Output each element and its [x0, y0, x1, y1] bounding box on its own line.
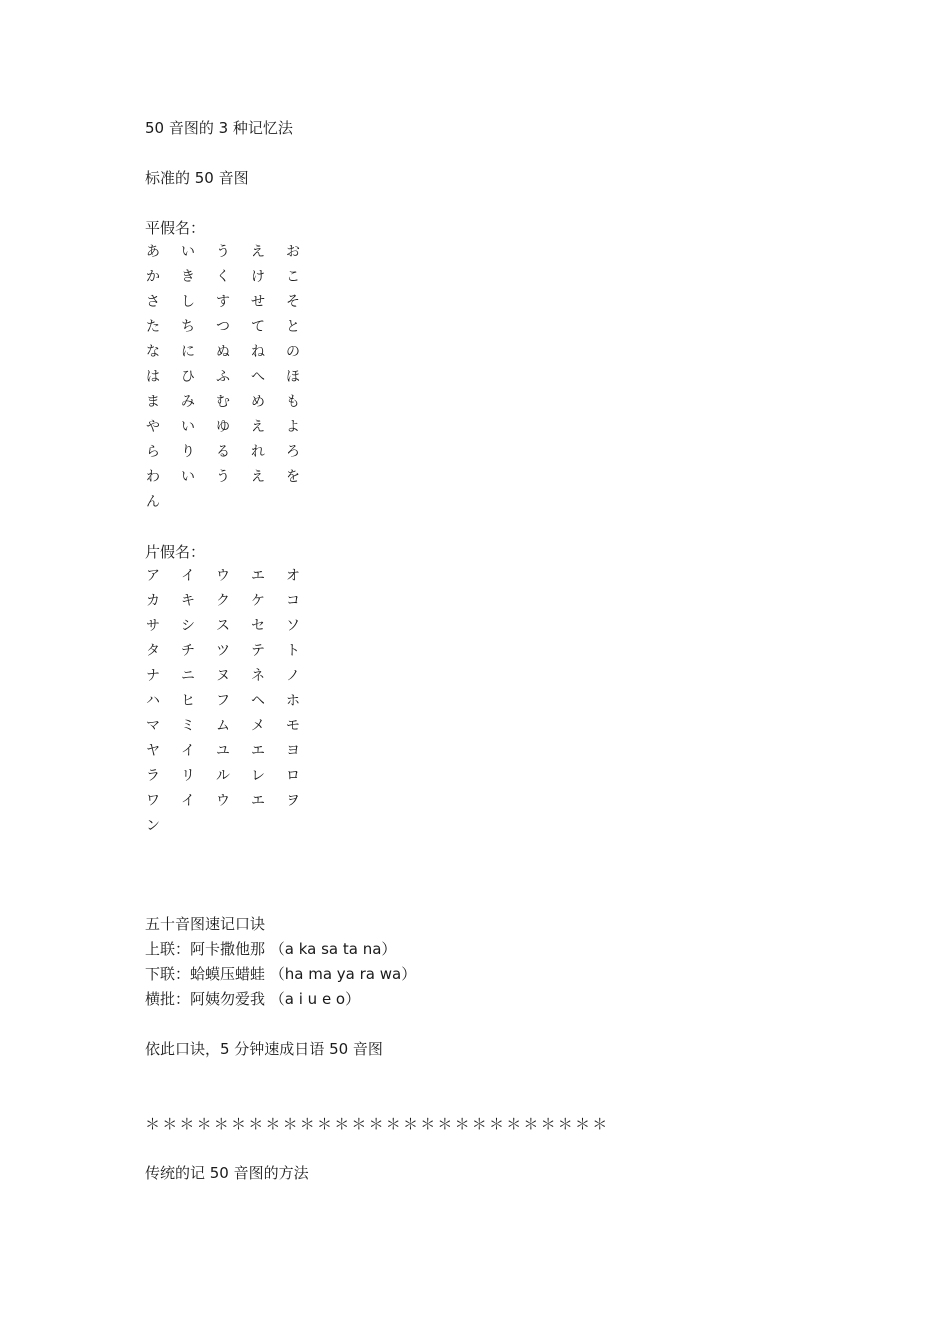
katakana-row	[145, 716, 320, 741]
hiragana-cell: か	[146, 269, 160, 285]
hiragana-cell: み	[181, 394, 195, 410]
hiragana-cell: を	[286, 469, 300, 485]
katakana-cell: ハ	[146, 693, 160, 709]
section-heading-standard: 标准的 50 音图	[145, 169, 249, 187]
katakana-cell: ヤ	[146, 743, 160, 759]
katakana-cell: ヲ	[286, 793, 300, 809]
katakana-cell: ユ	[216, 743, 230, 759]
hiragana-cell: ぬ	[216, 344, 230, 360]
katakana-row	[145, 591, 320, 616]
katakana-cell: コ	[286, 593, 300, 609]
hiragana-cell: は	[146, 369, 160, 385]
katakana-cell: ラ	[146, 768, 160, 784]
hiragana-table	[145, 242, 320, 517]
hiragana-cell: し	[181, 294, 195, 310]
katakana-cell: ネ	[251, 668, 265, 684]
hiragana-cell: ゆ	[216, 419, 230, 435]
hiragana-cell: む	[216, 394, 230, 410]
katakana-cell: ヒ	[181, 693, 195, 709]
hiragana-cell: い	[181, 244, 195, 260]
couplet-upper: 上联：阿卡撒他那 （a ka sa ta na）	[145, 940, 397, 958]
hiragana-row	[145, 367, 320, 392]
katakana-cell: オ	[286, 568, 300, 584]
hiragana-cell: ひ	[181, 369, 195, 385]
katakana-cell: セ	[251, 618, 265, 634]
katakana-row	[145, 691, 320, 716]
hiragana-row	[145, 242, 320, 267]
hiragana-label: 平假名：	[145, 219, 206, 237]
hiragana-cell: ふ	[216, 369, 230, 385]
katakana-cell: マ	[146, 718, 160, 734]
katakana-row	[145, 816, 320, 841]
katakana-label: 片假名：	[145, 543, 206, 561]
hiragana-cell: と	[286, 319, 300, 335]
hiragana-cell: め	[251, 394, 265, 410]
katakana-row	[145, 791, 320, 816]
katakana-cell: カ	[146, 593, 160, 609]
hiragana-cell: ち	[181, 319, 195, 335]
katakana-cell: ミ	[181, 718, 195, 734]
hiragana-cell: に	[181, 344, 195, 360]
katakana-row	[145, 616, 320, 641]
couplet-lower: 下联：蛤蟆压蜡蛙 （ha ma ya ra wa）	[145, 965, 417, 983]
hiragana-row	[145, 467, 320, 492]
katakana-row	[145, 666, 320, 691]
hiragana-cell: く	[216, 269, 230, 285]
hiragana-cell: ね	[251, 344, 265, 360]
katakana-cell: ル	[216, 768, 230, 784]
hiragana-cell: て	[251, 319, 265, 335]
hiragana-cell: よ	[286, 419, 300, 435]
katakana-cell: イ	[181, 743, 195, 759]
katakana-row	[145, 766, 320, 791]
katakana-cell: ム	[216, 718, 230, 734]
katakana-cell: ウ	[216, 568, 230, 584]
hiragana-cell: そ	[286, 294, 300, 310]
hiragana-cell: え	[251, 244, 265, 260]
katakana-cell: ソ	[286, 618, 300, 634]
katakana-cell: テ	[251, 643, 265, 659]
katakana-cell: ケ	[251, 593, 265, 609]
hiragana-cell: り	[181, 444, 195, 460]
katakana-cell: ロ	[286, 768, 300, 784]
hiragana-cell: ま	[146, 394, 160, 410]
katakana-cell: ホ	[286, 693, 300, 709]
katakana-cell: ツ	[216, 643, 230, 659]
katakana-table	[145, 566, 320, 841]
katakana-cell: メ	[251, 718, 265, 734]
katakana-cell: チ	[181, 643, 195, 659]
katakana-cell: エ	[251, 743, 265, 759]
katakana-cell: イ	[181, 793, 195, 809]
hiragana-cell: け	[251, 269, 265, 285]
katakana-row	[145, 641, 320, 666]
document-title: 50 音图的 3 种记忆法	[145, 119, 293, 137]
hiragana-row	[145, 267, 320, 292]
hiragana-row	[145, 442, 320, 467]
katakana-cell: イ	[181, 568, 195, 584]
katakana-cell: ス	[216, 618, 230, 634]
hiragana-cell: る	[216, 444, 230, 460]
katakana-cell: ク	[216, 593, 230, 609]
hiragana-cell: わ	[146, 469, 160, 485]
hiragana-cell: ほ	[286, 369, 300, 385]
couplet-horizontal: 横批：阿姨勿爱我 （a i u e o）	[145, 990, 361, 1008]
traditional-method-heading: 传统的记 50 音图的方法	[145, 1164, 309, 1182]
hiragana-cell: う	[216, 244, 230, 260]
katakana-cell: ウ	[216, 793, 230, 809]
hiragana-cell: ん	[146, 494, 160, 510]
katakana-cell: ナ	[146, 668, 160, 684]
hiragana-row	[145, 392, 320, 417]
katakana-cell: ヘ	[251, 693, 265, 709]
katakana-cell: エ	[251, 568, 265, 584]
katakana-cell: ヌ	[216, 668, 230, 684]
hiragana-row	[145, 292, 320, 317]
hiragana-cell: ら	[146, 444, 160, 460]
hiragana-cell: せ	[251, 294, 265, 310]
hiragana-cell: た	[146, 319, 160, 335]
hiragana-cell: え	[251, 469, 265, 485]
katakana-cell: エ	[251, 793, 265, 809]
hiragana-cell: も	[286, 394, 300, 410]
hiragana-row	[145, 492, 320, 517]
hiragana-cell: や	[146, 419, 160, 435]
hiragana-cell: こ	[286, 269, 300, 285]
mnemonic-title: 五十音图速记口诀	[145, 915, 266, 933]
katakana-cell: シ	[181, 618, 195, 634]
katakana-cell: フ	[216, 693, 230, 709]
katakana-cell: ノ	[286, 668, 300, 684]
katakana-cell: ワ	[146, 793, 160, 809]
katakana-row	[145, 566, 320, 591]
katakana-cell: ア	[146, 568, 160, 584]
conclusion-text: 依此口诀，5 分钟速成日语 50 音图	[145, 1040, 383, 1058]
katakana-cell: ヨ	[286, 743, 300, 759]
katakana-cell: タ	[146, 643, 160, 659]
hiragana-cell: つ	[216, 319, 230, 335]
hiragana-cell: え	[251, 419, 265, 435]
hiragana-row	[145, 417, 320, 442]
hiragana-cell: の	[286, 344, 300, 360]
hiragana-cell: す	[216, 294, 230, 310]
hiragana-cell: れ	[251, 444, 265, 460]
katakana-cell: モ	[286, 718, 300, 734]
katakana-cell: ン	[146, 818, 160, 834]
katakana-cell: レ	[251, 768, 265, 784]
hiragana-cell: き	[181, 269, 195, 285]
katakana-cell: ト	[286, 643, 300, 659]
hiragana-cell: い	[181, 469, 195, 485]
hiragana-cell: さ	[146, 294, 160, 310]
katakana-cell: ニ	[181, 668, 195, 684]
hiragana-cell: へ	[251, 369, 265, 385]
hiragana-cell: ろ	[286, 444, 300, 460]
katakana-cell: サ	[146, 618, 160, 634]
divider-stars: ＊＊＊＊＊＊＊＊＊＊＊＊＊＊＊＊＊＊＊＊＊＊＊＊＊＊＊	[145, 1115, 610, 1133]
hiragana-row	[145, 317, 320, 342]
hiragana-cell: い	[181, 419, 195, 435]
hiragana-cell: お	[286, 244, 300, 260]
hiragana-cell: う	[216, 469, 230, 485]
katakana-cell: キ	[181, 593, 195, 609]
hiragana-row	[145, 342, 320, 367]
hiragana-cell: あ	[146, 244, 160, 260]
katakana-cell: リ	[181, 768, 195, 784]
katakana-row	[145, 741, 320, 766]
hiragana-cell: な	[146, 344, 160, 360]
